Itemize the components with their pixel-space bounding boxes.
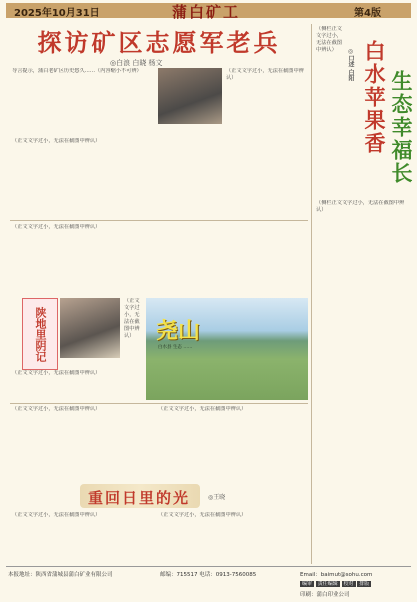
photo-caption-title: 尧山 xyxy=(156,318,201,344)
main-body-text-2: （正文文字过小，无法在截图中辨认） xyxy=(12,224,101,230)
lower-left-text-narrow: （正文文字过小，无法在截图中辨认） xyxy=(124,298,140,339)
footer-address: 本报地址：陕西省蒲城县蒲白矿业有限公司 xyxy=(8,572,113,578)
essay-column-left: （正文文字过小，无法在截图中辨认） xyxy=(12,512,101,518)
main-intro-text: 导言提示，蒲白老矿区历史悠久……（内容缩小不可辨） xyxy=(12,68,142,74)
newspaper-name: 蒲白矿工 xyxy=(172,3,241,21)
veteran-photo xyxy=(158,68,222,124)
main-right-text: （正文文字过小，无法在截图中辨认） xyxy=(226,68,304,81)
photo-caption-subtitle: 白水县 生态 …… xyxy=(158,345,193,350)
footer-rule xyxy=(6,566,411,567)
author-photo xyxy=(60,298,120,358)
issue-date: 2025年10月31日 xyxy=(14,8,100,19)
main-body-text: （正文文字过小，无法在截图中辨认） xyxy=(12,138,101,144)
footer-tag: 排版 xyxy=(359,581,370,587)
landscape-photo xyxy=(146,298,308,400)
page-number: 第4版 xyxy=(354,8,381,19)
sidebar-title-green: 生态幸福长 xyxy=(389,70,414,185)
main-headline: 探访矿区志愿军老兵 xyxy=(37,28,281,57)
sidebar-title-red: 白水苹果香 xyxy=(362,40,387,155)
lower-column-left: （正文文字过小，无法在截图中辨认） xyxy=(12,406,101,412)
column-label: 陕地里阴记 xyxy=(22,298,58,370)
footer-tag: 校对 xyxy=(343,581,354,587)
lower-column-right: （正文文字过小，无法在截图中辨认） xyxy=(158,406,247,412)
sidebar-byline: ◎口述 白阳 xyxy=(347,48,354,82)
footer-printer: 印刷：蒲白印业公司 xyxy=(300,592,350,598)
sidebar-text-top: （侧栏正文文字过小，无法在截图中辨认） xyxy=(316,26,342,53)
footer-contact: 邮编：715517 电话：0913-7560085 xyxy=(160,572,257,578)
essay-banner xyxy=(80,484,200,508)
footer-tag: 编审 xyxy=(302,581,313,587)
footer-tag: 责任编辑 xyxy=(317,581,338,587)
divider xyxy=(10,403,308,404)
sidebar-text-body: （侧栏正文文字过小，无法在截图中辨认） xyxy=(316,200,405,213)
essay-byline: ◎王晓 xyxy=(208,494,226,501)
footer-tags xyxy=(300,580,371,587)
column-rule xyxy=(311,24,312,564)
essay-title: 重回日里的光 xyxy=(88,489,191,507)
footer-email: Email：baimut@sohu.com xyxy=(300,572,373,578)
divider xyxy=(10,220,308,221)
essay-column-right: （正文文字过小，无法在截图中辨认） xyxy=(158,512,247,518)
lower-left-text-top: （正文文字过小，无法在截图中辨认） xyxy=(12,370,101,376)
main-byline: ◎白浪 白晓 杨文 xyxy=(110,59,163,67)
